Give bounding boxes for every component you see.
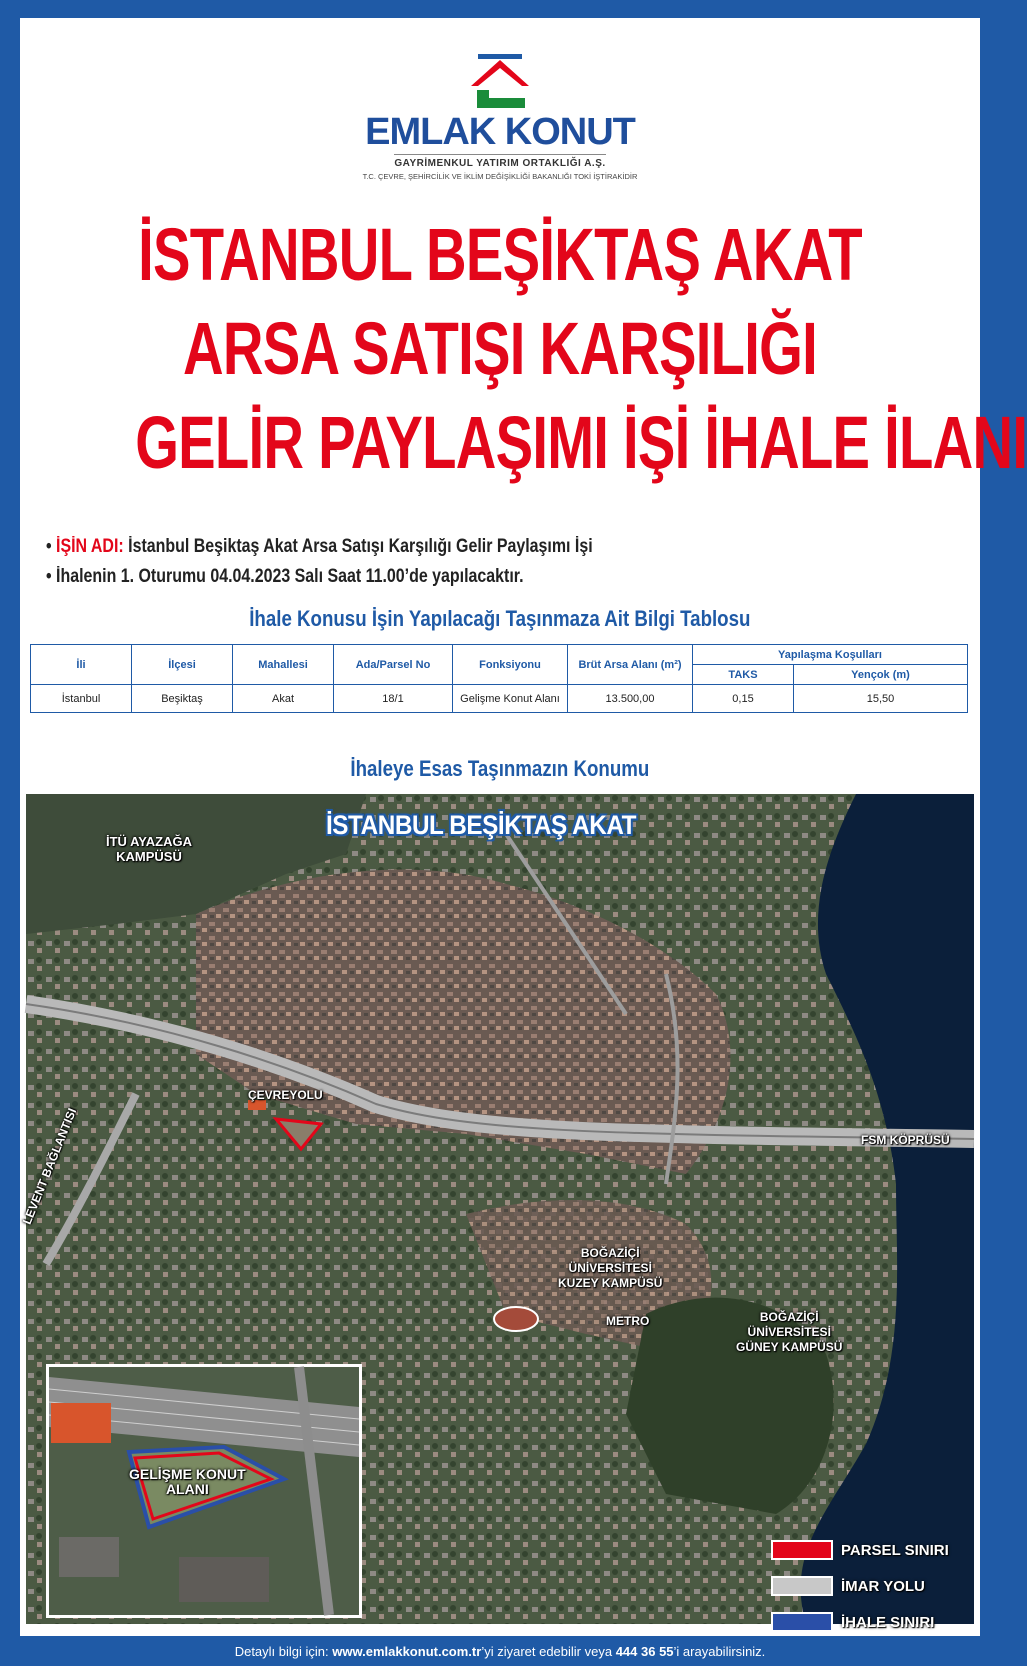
info-table [30, 644, 968, 713]
cell-fonksiyon: Gelişme Konut Alanı [453, 685, 568, 713]
header-ilce: İlçesi [132, 645, 233, 685]
job-name-text: İstanbul Beşiktaş Akat Arsa Satışı Karşılığı Gelir Paylaşımı İşi [128, 536, 593, 557]
emlak-konut-logo [20, 52, 980, 181]
header-il: İli [31, 645, 132, 685]
satellite-map [19, 794, 974, 1631]
header-mahalle: Mahallesi [233, 645, 334, 685]
ministry-note: T.C. ÇEVRE, ŞEHİRCİLİK VE İKLİM DEĞİŞİKLİĞİ BAKANLIĞI TOKİ İŞTİRAKİDİR [362, 172, 638, 181]
session-text: İhalenin 1. Oturumu 04.04.2023 Salı Saat 11.00’de yapılacaktır. [56, 566, 524, 587]
label-cevreyolu: ÇEVREYOLU [248, 1088, 323, 1102]
header-fonksiyon: Fonksiyonu [453, 645, 568, 685]
table-title: İhale Konusu İşin Yapılacağı Taşınmaza Ait Bilgi Tablosu [249, 606, 751, 631]
label-levent: LEVENT BAĞLANTISI [19, 1106, 80, 1227]
map-legend [771, 1532, 949, 1640]
footer: Detaylı bilgi için: www.emlakkonut.com.tr’yi ziyaret edebilir veya 444 36 55’i arayabilirsiniz. [234, 1644, 766, 1659]
map-section-title: İhaleye Esas Taşınmazın Konumu [350, 756, 650, 781]
job-name-label: İŞİN ADI: [56, 536, 124, 557]
house-logo-icon [465, 52, 535, 110]
bullet-item-job-name: • İŞİN ADI: İstanbul Beşiktaş Akat Arsa Satışı Karşılığı Gelir Paylaşımı İşi [46, 536, 593, 557]
legend-swatch-ihale [771, 1612, 833, 1632]
legend-item-ihale: İHALE SINIRI [771, 1604, 949, 1640]
table-row [31, 685, 968, 713]
cell-ilce: Beşiktaş [132, 685, 233, 713]
footer-url[interactable]: www.emlakkonut.com.tr [332, 1644, 482, 1659]
cell-taks: 0,15 [693, 685, 794, 713]
brand-name: EMLAK KONUT [365, 111, 635, 153]
label-itu: İTÜ AYAZAĞA KAMPÜSÜ [106, 834, 192, 864]
footer-phone[interactable]: 444 36 55 [615, 1644, 674, 1659]
header-taks: TAKS [693, 665, 794, 685]
headline-line-3: GELİR PAYLAŞIMI İŞİ İHALE İLANI [135, 401, 1027, 484]
cell-alan: 13.500,00 [568, 685, 693, 713]
inset-label: GELİŞME KONUT ALANI [129, 1466, 246, 1497]
legend-item-parsel: PARSEL SINIRI [771, 1532, 949, 1568]
cell-yencok: 15,50 [794, 685, 968, 713]
brand-subtitle: GAYRİMENKUL YATIRIM ORTAKLIĞI A.Ş. [394, 154, 605, 169]
label-fsm: FSM KÖPRÜSÜ [861, 1133, 950, 1147]
label-metro: METRO [606, 1314, 650, 1328]
announcement-sheet [19, 18, 1027, 1636]
bullet-item-session: • İhalenin 1. Oturumu 04.04.2023 Salı Saat 11.00’de yapılacaktır. [46, 566, 524, 587]
header-yapilasma: Yapılaşma Koşulları [693, 645, 968, 665]
legend-swatch-imar [771, 1576, 833, 1596]
label-bogazici-guney: BOĞAZİÇİ ÜNİVERSİTESİ GÜNEY KAMPÜSÜ [736, 1310, 843, 1354]
headline [20, 208, 1027, 490]
cell-mahalle: Akat [233, 685, 334, 713]
bullet-list [46, 532, 946, 592]
label-bogazici-kuzey: BOĞAZİÇİ ÜNİVERSİTESİ KUZEY KAMPÜSÜ [558, 1246, 663, 1290]
legend-item-imar: İMAR YOLU [771, 1568, 949, 1604]
header-yencok: Yençok (m) [794, 665, 968, 685]
header-alan: Brüt Arsa Alanı (m²) [568, 645, 693, 685]
headline-line-2: ARSA SATIŞI KARŞILIĞI [183, 307, 817, 390]
legend-swatch-parsel [771, 1540, 833, 1560]
map-title: İSTANBUL BEŞİKTAŞ AKAT [326, 810, 637, 840]
headline-line-1: İSTANBUL BEŞİKTAŞ AKAT [138, 213, 862, 296]
cell-ada-parsel: 18/1 [334, 685, 453, 713]
inset-map [46, 1364, 362, 1618]
cell-il: İstanbul [31, 685, 132, 713]
header-ada-parsel: Ada/Parsel No [334, 645, 453, 685]
